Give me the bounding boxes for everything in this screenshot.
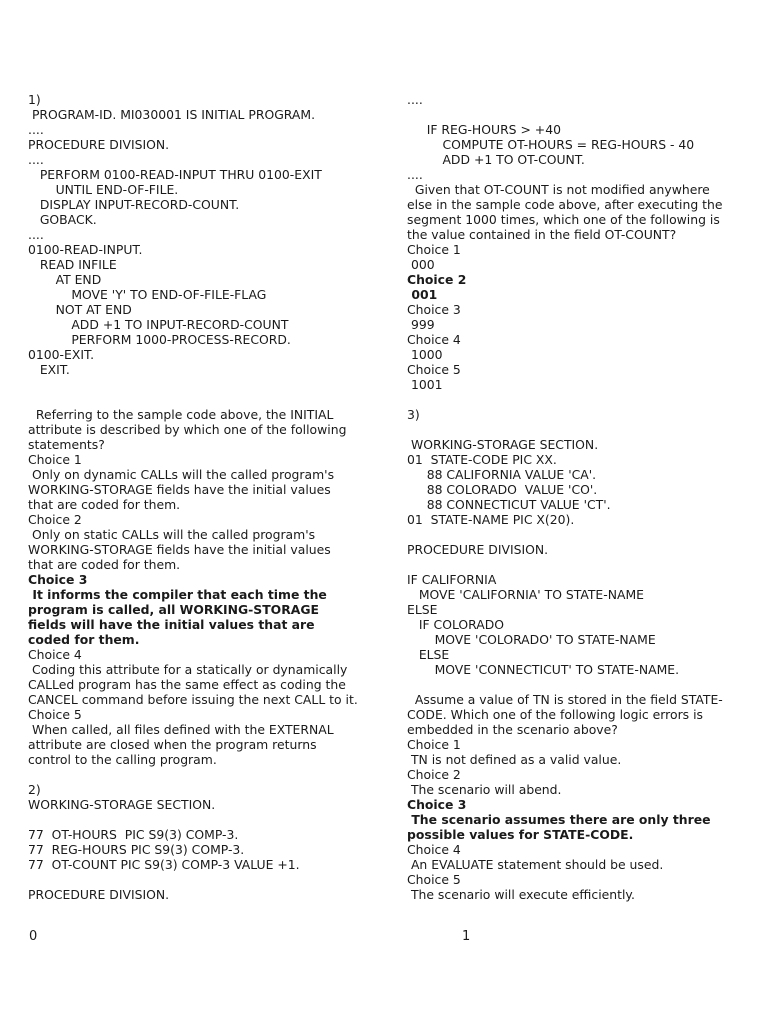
text-line: Referring to the sample code above, the INITIAL attribute is described by which one of the following statements? (28, 407, 351, 452)
text-line (407, 107, 729, 122)
text-line (28, 812, 358, 827)
text-line: .... (28, 152, 44, 167)
text-line: The scenario assumes there are only three possible values for STATE-CODE. (407, 812, 715, 842)
text-line: 1001 (407, 377, 443, 392)
text-line: EXIT. (28, 362, 70, 377)
page-number-right: 1 (462, 929, 471, 944)
text-line: Choice 5 (407, 362, 461, 377)
text-line: Coding this attribute for a statically or dynamically CALLed program has the same effect as coding the CANCEL command before issuing the next CALL to it. (28, 662, 358, 707)
text-line: .... (407, 92, 423, 107)
text-line (407, 392, 729, 407)
text-line: IF COLORADO (407, 617, 505, 632)
text-line (407, 557, 729, 572)
text-line (28, 872, 358, 887)
text-line: Choice 2 (407, 272, 467, 287)
text-line: Choice 2 (28, 512, 82, 527)
text-line: .... (28, 122, 44, 137)
text-line (407, 677, 729, 692)
text-line: Choice 3 (28, 572, 88, 587)
text-line: 01 STATE-CODE PIC XX. (407, 452, 557, 467)
text-line: 01 STATE-NAME PIC X(20). (407, 512, 575, 527)
text-line (407, 422, 729, 437)
text-line: DISPLAY INPUT-RECORD-COUNT. (28, 197, 240, 212)
text-line: Choice 4 (28, 647, 82, 662)
text-line: 001 (407, 287, 438, 302)
text-line: MOVE 'Y' TO END-OF-FILE-FLAG (28, 287, 267, 302)
text-line: 77 OT-HOURS PIC S9(3) COMP-3. (28, 827, 239, 842)
text-line: WORKING-STORAGE SECTION. (407, 437, 599, 452)
text-line: MOVE 'CONNECTICUT' TO STATE-NAME. (407, 662, 680, 677)
text-line: PROCEDURE DIVISION. (407, 542, 549, 557)
text-line: 77 REG-HOURS PIC S9(3) COMP-3. (28, 842, 245, 857)
text-line: NOT AT END (28, 302, 132, 317)
text-line: Given that OT-COUNT is not modified anywhere else in the sample code above, after executing the segment 1000 times, which one of the following is the value contained in the field OT-COUNT? (407, 182, 727, 242)
text-line: IF REG-HOURS > +40 (407, 122, 561, 137)
text-line: AT END (28, 272, 102, 287)
text-line: UNTIL END-OF-FILE. (28, 182, 179, 197)
text-line (28, 392, 358, 407)
text-line: ADD +1 TO INPUT-RECORD-COUNT (28, 317, 289, 332)
text-line: Choice 3 (407, 302, 461, 317)
text-line: ADD +1 TO OT-COUNT. (407, 152, 585, 167)
left-column (28, 92, 358, 902)
text-line: Choice 1 (407, 737, 461, 752)
text-line: Choice 1 (28, 452, 82, 467)
text-line: Choice 1 (407, 242, 461, 257)
text-line: MOVE 'COLORADO' TO STATE-NAME (407, 632, 656, 647)
text-line (407, 527, 729, 542)
text-line (28, 377, 358, 392)
text-line: 0100-EXIT. (28, 347, 95, 362)
text-line: PERFORM 0100-READ-INPUT THRU 0100-EXIT (28, 167, 322, 182)
text-line: PROCEDURE DIVISION. (28, 887, 170, 902)
text-line: The scenario will abend. (407, 782, 562, 797)
page-number-left: 0 (29, 929, 38, 944)
text-line: Only on dynamic CALLs will the called program's WORKING-STORAGE fields have the initial values that are coded for them. (28, 467, 338, 512)
text-line: Choice 4 (407, 332, 461, 347)
text-line: It informs the compiler that each time the program is called, all WORKING-STORAGE fields will have the initial values that are coded for them. (28, 587, 332, 647)
text-line: COMPUTE OT-HOURS = REG-HOURS - 40 (407, 137, 695, 152)
text-line: PERFORM 1000-PROCESS-RECORD. (28, 332, 291, 347)
text-line: WORKING-STORAGE SECTION. (28, 797, 216, 812)
text-line: When called, all files defined with the EXTERNAL attribute are closed when the program returns control to the calling program. (28, 722, 338, 767)
text-line: 1) (28, 92, 41, 107)
text-line: Choice 4 (407, 842, 461, 857)
text-line: 3) (407, 407, 420, 422)
text-line: .... (407, 167, 423, 182)
text-line: 2) (28, 782, 41, 797)
text-line: An EVALUATE statement should be used. (407, 857, 664, 872)
text-line: 88 COLORADO VALUE 'CO'. (407, 482, 598, 497)
text-line: TN is not defined as a valid value. (407, 752, 622, 767)
text-line: 77 OT-COUNT PIC S9(3) COMP-3 VALUE +1. (28, 857, 300, 872)
text-line: 999 (407, 317, 435, 332)
text-line: GOBACK. (28, 212, 97, 227)
text-line: 1000 (407, 347, 443, 362)
right-column (407, 92, 729, 902)
text-line: .... (28, 227, 44, 242)
text-line: Only on static CALLs will the called program's WORKING-STORAGE fields have the initial values that are coded for them. (28, 527, 335, 572)
text-line: READ INFILE (28, 257, 117, 272)
text-line: Choice 2 (407, 767, 461, 782)
text-line: 88 CONNECTICUT VALUE 'CT'. (407, 497, 611, 512)
text-line: 88 CALIFORNIA VALUE 'CA'. (407, 467, 597, 482)
text-line: IF CALIFORNIA (407, 572, 497, 587)
text-line (28, 767, 358, 782)
text-line: MOVE 'CALIFORNIA' TO STATE-NAME (407, 587, 644, 602)
text-line: Choice 5 (407, 872, 461, 887)
text-line: PROGRAM-ID. MI030001 IS INITIAL PROGRAM. (28, 107, 316, 122)
text-line: 0100-READ-INPUT. (28, 242, 143, 257)
text-line: ELSE (407, 647, 450, 662)
text-line: Assume a value of TN is stored in the field STATE-CODE. Which one of the following logic errors is embedded in the scenario above? (407, 692, 723, 737)
text-line: PROCEDURE DIVISION. (28, 137, 170, 152)
text-line: ELSE (407, 602, 438, 617)
text-line: Choice 3 (407, 797, 467, 812)
text-line: 000 (407, 257, 435, 272)
text-line: Choice 5 (28, 707, 82, 722)
text-line: The scenario will execute efficiently. (407, 887, 635, 902)
